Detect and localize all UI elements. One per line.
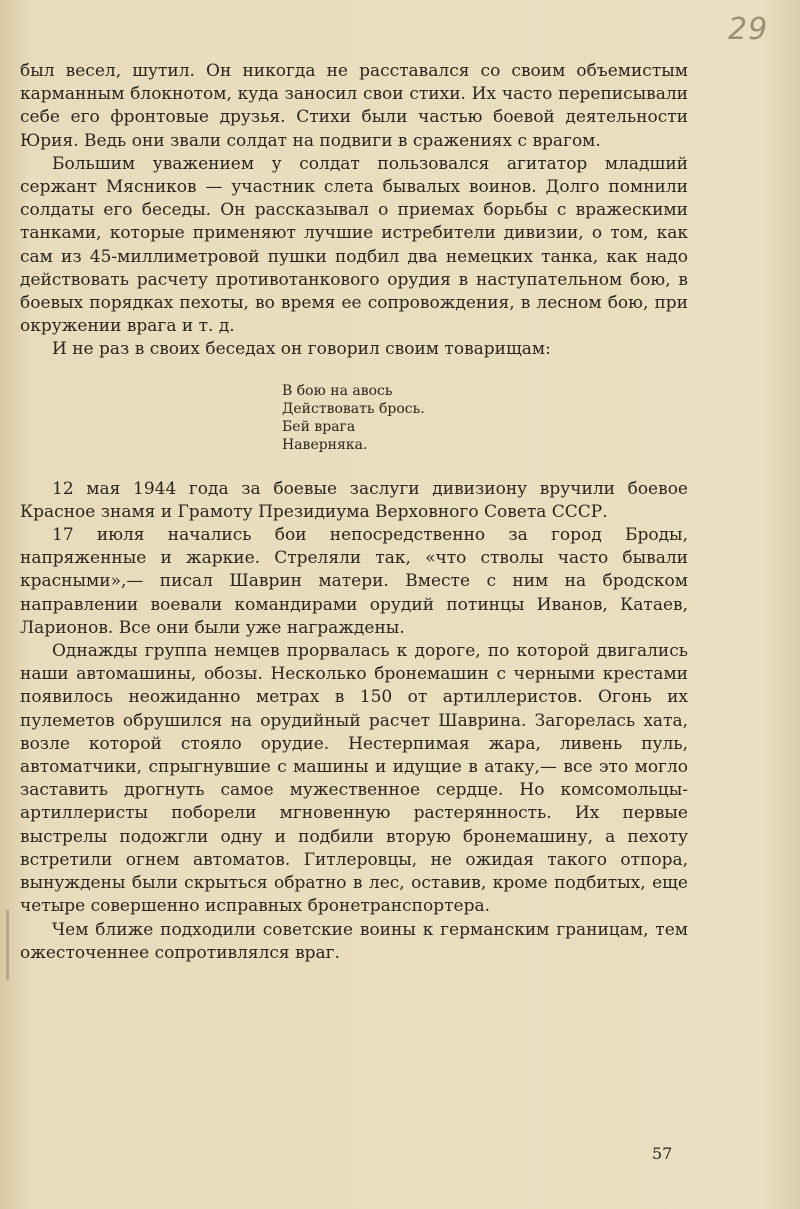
archive-page-number: 29 (728, 12, 769, 47)
poem-line: Действовать брось. (282, 400, 425, 417)
document-body (20, 60, 688, 965)
margin-pencil-mark (6, 910, 9, 980)
paragraph-4: 12 мая 1944 года за боевые заслуги дивизиону вручили боевое Красное знамя и Грамоту Президиума Верховного Совета СССР. (20, 478, 688, 522)
poem-line: Бей врага (282, 418, 356, 435)
paragraph-3: И не раз в своих беседах он говорил своим товарищам: (52, 339, 551, 360)
paragraph-7: Чем ближе подходили советские воины к германским границам, тем ожесточеннее сопротивлялся враг. (20, 919, 688, 963)
poem (282, 382, 688, 454)
paragraph-1: был весел, шутил. Он никогда не расставался со своим объемистым карманным блокнотом, куда заносил свои стихи. Их часто переписывали себе его фронтовые друзья. Стихи были частью боевой деятельности Юрия. Ведь они звали солдат на подвиги в сражениях с врагом. (20, 61, 688, 151)
paragraph-6: Однажды группа немцев прорвалась к дороге, по которой двигались наши автомашины, обозы. Несколько бронемашин с черными крестами появилось неожиданно метрах в 150 от артиллеристов. Огонь их пулеметов обрушился на орудийный расчет Шаврина. Загорелась хата, возле которой стояло орудие. Нестерпимая жара, ливень пуль, автоматчики, спрыгнувшие с машины и идущие в атаку,— все это могло заставить дрогнуть самое мужественное сердце. Но комсомольцы-артиллеристы поборели мгновенную растерянность. Их первые выстрелы подожгли одну и подбили вторую бронемашину, а пехоту встретили огнем автоматов. Гитлеровцы, не ожидая такого отпора, вынуждены были скрыться обратно в лес, оставив, кроме подбитых, еще четыре совершенно исправных бронетранспортера. (20, 641, 688, 917)
page-number: 57 (652, 1144, 673, 1163)
paragraph-5: 17 июля начались бои непосредственно за город Броды, напряженные и жаркие. Стреляли так, «что стволы часто бывали красными»,— писал Шаврин матери. Вместе с ним на бродском направлении воевали командирами орудий потинцы Иванов, Катаев, Ларионов. Все они были уже награждены. (20, 525, 688, 638)
poem-line: Наверняка. (282, 436, 368, 453)
paragraph-2: Большим уважением у солдат пользовался агитатор младший сержант Мясников — участник слета бывалых воинов. Долго помнили солдаты его беседы. Он рассказывал о приемах борьбы с вражескими танками, которые применяют лучшие истребители дивизии, о том, как сам из 45-миллиметровой пушки подбил два немецких танка, как надо действовать расчету противотанкового орудия в наступательном бою, в боевых порядках пехоты, во время ее сопровождения, в лесном бою, при окружении врага и т. д. (20, 153, 688, 337)
poem-line: В бою на авось (282, 382, 393, 399)
